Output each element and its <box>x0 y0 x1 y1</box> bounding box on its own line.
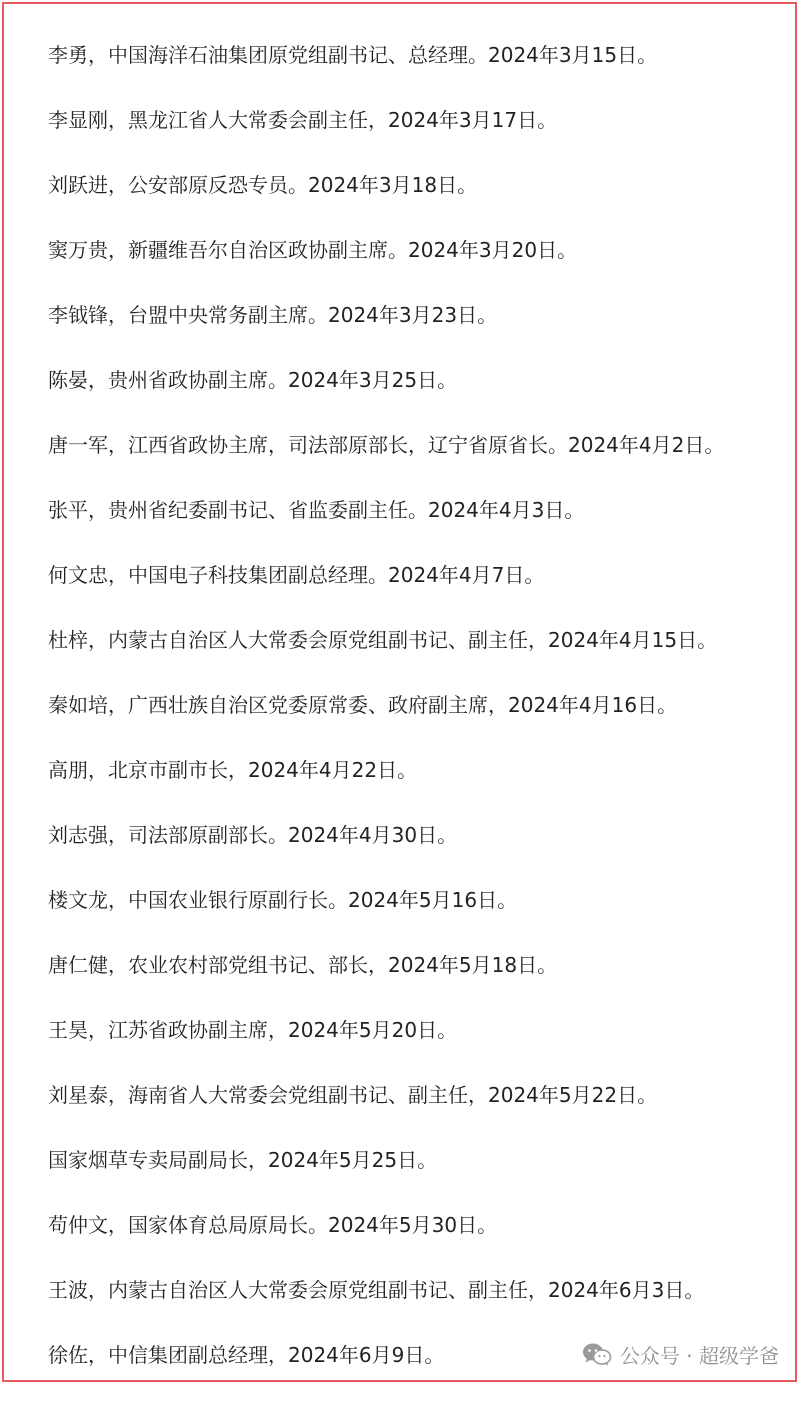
list-item: 李钺锋，台盟中央常务副主席。2024年3月23日。 <box>48 303 498 327</box>
list-item: 刘志强，司法部原副部长。2024年4月30日。 <box>48 823 458 847</box>
list-item: 刘跃进，公安部原反恐专员。2024年3月18日。 <box>48 173 478 197</box>
list-item: 王波，内蒙古自治区人大常委会原党组副书记、副主任，2024年6月3日。 <box>48 1278 705 1302</box>
watermark <box>582 1339 779 1369</box>
list-item: 李勇，中国海洋石油集团原党组副书记、总经理。2024年3月15日。 <box>48 43 658 67</box>
list-item: 陈晏，贵州省政协副主席。2024年3月25日。 <box>48 368 458 392</box>
list-item: 窦万贵，新疆维吾尔自治区政协副主席。2024年3月20日。 <box>48 238 578 262</box>
list-item: 苟仲文，国家体育总局原局长。2024年5月30日。 <box>48 1213 498 1237</box>
list-item: 何文忠，中国电子科技集团副总经理。2024年4月7日。 <box>48 563 545 587</box>
list-item: 唐一军，江西省政协主席，司法部原部长，辽宁省原省长。2024年4月2日。 <box>48 433 725 457</box>
list-item: 秦如培，广西壮族自治区党委原常委、政府副主席，2024年4月16日。 <box>48 693 678 717</box>
list-item: 杜梓，内蒙古自治区人大常委会原党组副书记、副主任，2024年4月15日。 <box>48 628 718 652</box>
list-item: 李显刚，黑龙江省人大常委会副主任，2024年3月17日。 <box>48 108 558 132</box>
list-item: 国家烟草专卖局副局长，2024年5月25日。 <box>48 1148 438 1172</box>
list-item: 楼文龙，中国农业银行原副行长。2024年5月16日。 <box>48 888 518 912</box>
list-item: 高朋，北京市副市长，2024年4月22日。 <box>48 758 418 782</box>
entry-list <box>48 38 724 1403</box>
wechat-icon <box>582 1342 612 1366</box>
watermark-text: 公众号 · 超级学爸 <box>619 1343 779 1368</box>
list-item: 唐仁健，农业农村部党组书记、部长，2024年5月18日。 <box>48 953 558 977</box>
list-item: 刘星泰，海南省人大常委会党组副书记、副主任，2024年5月22日。 <box>48 1083 658 1107</box>
list-item: 徐佐，中信集团副总经理，2024年6月9日。 <box>48 1343 445 1367</box>
list-item: 王昊，江苏省政协副主席，2024年5月20日。 <box>48 1018 458 1042</box>
list-item: 张平，贵州省纪委副书记、省监委副主任。2024年4月3日。 <box>48 498 585 522</box>
